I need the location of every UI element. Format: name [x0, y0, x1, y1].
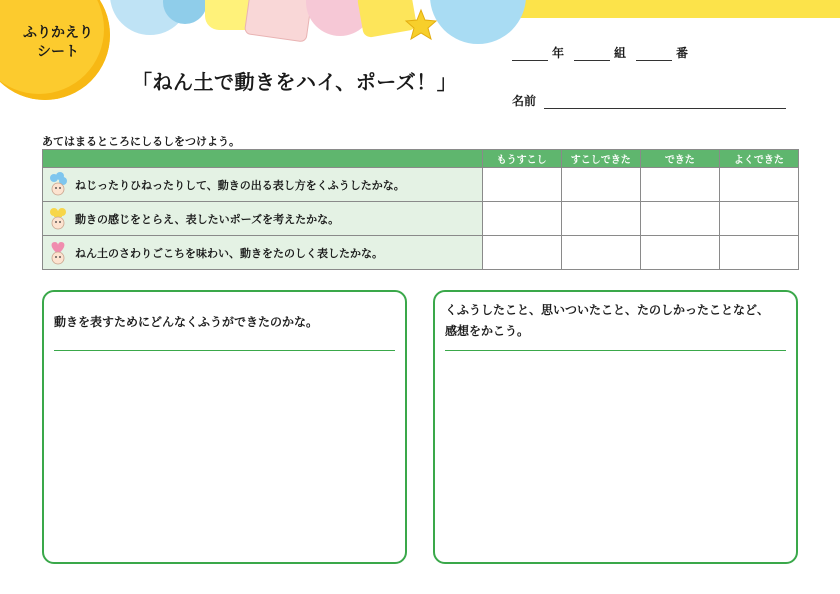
number-label: 番: [676, 46, 689, 60]
name-label: 名前: [512, 94, 537, 108]
item-text: ねん土のさわりごこちを味わい、動きをたのしく表したかな。: [75, 246, 383, 260]
table-row: [43, 168, 799, 202]
year-label: 年: [552, 46, 565, 60]
blue-character-icon: [47, 172, 69, 198]
rating-cell-dekita[interactable]: [640, 202, 719, 236]
pink-card-shape: [244, 0, 313, 42]
table-row: [43, 236, 799, 270]
column-header: よくできた: [719, 150, 798, 168]
rating-cell-yoku[interactable]: [719, 202, 798, 236]
table-row: [43, 202, 799, 236]
decorative-shapes: [0, 0, 840, 60]
writing-line: [445, 350, 786, 351]
reflection-box-left[interactable]: [42, 290, 407, 564]
left-box-prompt: 動きを表すためにどんなくふうができたのかな。: [54, 315, 319, 329]
yellow-character-icon: [47, 206, 69, 232]
number-blank[interactable]: [636, 48, 672, 61]
item-text: 動きの感じをとらえ、表したいポーズを考えたかな。: [75, 212, 340, 226]
blue-bubble-shape: [430, 0, 526, 44]
yellow-card-shape: [357, 0, 418, 38]
column-header: すこしできた: [561, 150, 640, 168]
class-blank[interactable]: [574, 48, 610, 61]
page-title: 「ねん土で動きをハイ、ポーズ！」: [132, 70, 458, 94]
pink-heart-character-icon: [47, 240, 69, 266]
rating-cell-moukoshi[interactable]: [482, 236, 561, 270]
badge-label-line2: シート: [37, 44, 79, 60]
badge-label-line1: ふりかえり: [23, 25, 93, 41]
name-blank[interactable]: [544, 96, 786, 109]
right-box-prompt-line2: 感想をかこう。: [445, 324, 530, 338]
column-header: できた: [640, 150, 719, 168]
rating-cell-yoku[interactable]: [719, 236, 798, 270]
rating-cell-sukoshi[interactable]: [561, 236, 640, 270]
rating-cell-dekita[interactable]: [640, 168, 719, 202]
rating-cell-sukoshi[interactable]: [561, 168, 640, 202]
instruction-text: あてはまるところにしるしをつけよう。: [42, 135, 240, 148]
rating-cell-sukoshi[interactable]: [561, 202, 640, 236]
rating-cell-dekita[interactable]: [640, 236, 719, 270]
class-info: [512, 44, 688, 61]
badge-label: [10, 24, 106, 62]
rating-cell-moukoshi[interactable]: [482, 168, 561, 202]
right-box-prompt-line1: くふうしたこと、思いついたこと、たのしかったことなど、: [445, 303, 770, 317]
name-field: [512, 92, 786, 109]
rating-cell-yoku[interactable]: [719, 168, 798, 202]
right-box-prompt: [445, 300, 769, 342]
item-text: ねじったりひねったりして、動きの出る表し方をくふうしたかな。: [75, 178, 405, 192]
column-header: もうすこし: [482, 150, 561, 168]
year-blank[interactable]: [512, 48, 548, 61]
item-cell: [43, 202, 483, 236]
writing-line: [54, 350, 395, 351]
item-cell: [43, 168, 483, 202]
self-assessment-table: [42, 149, 799, 270]
reflection-box-right[interactable]: [433, 290, 798, 564]
table-header-row: [43, 150, 799, 168]
rating-cell-moukoshi[interactable]: [482, 202, 561, 236]
item-column-header: [43, 150, 483, 168]
class-label: 組: [614, 46, 627, 60]
item-cell: [43, 236, 483, 270]
